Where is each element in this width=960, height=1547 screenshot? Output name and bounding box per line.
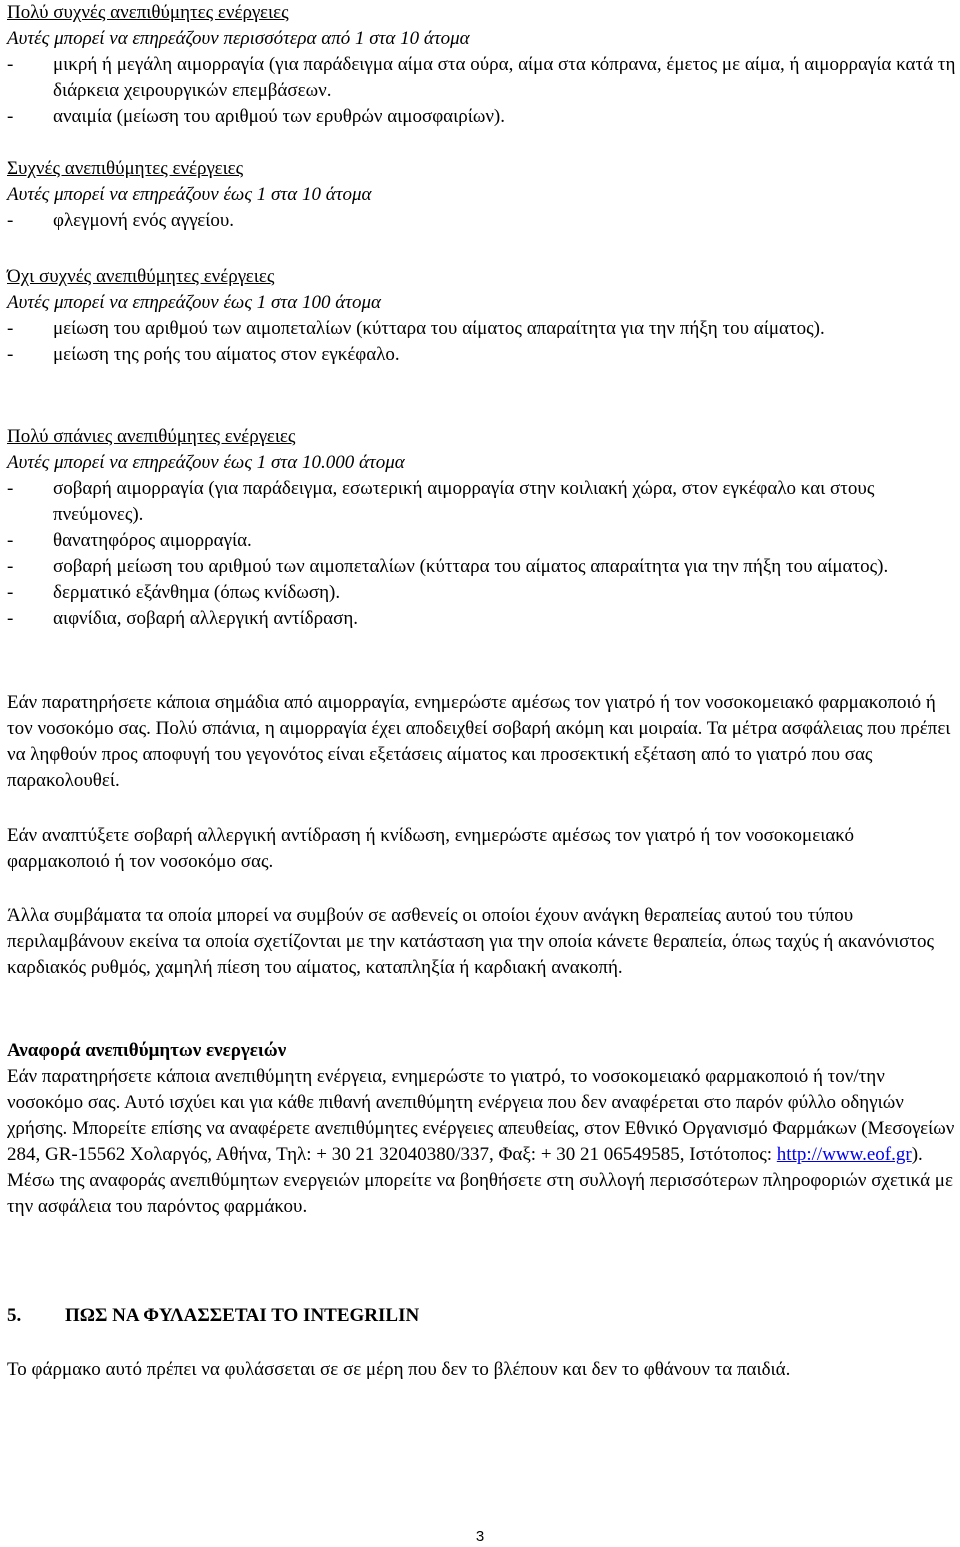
section-number: 5. [7,1305,22,1326]
very-common-frequency: Αυτές μπορεί να επηρεάζουν περισσότερα από 1 στα 10 άτομα [7,28,470,49]
uncommon-frequency: Αυτές μπορεί να επηρεάζουν έως 1 στα 100 άτομα [7,292,381,313]
list-dash: - [7,344,14,365]
reporting-text-before: Εάν παρατηρήσετε κάποια ανεπιθύμητη ενέργεια, ενημερώστε το γιατρό, το νοσοκομειακό φαρμακοποιό ή τον/την νοσοκόμο σας. Αυτό ισχύει και για κάθε πιθανή ανεπιθύμητη ενέργεια που δεν αναφέρεται στο παρόν φύλλο οδηγιών χρήσης. Μπορείτε επίσης να αναφέρετε ανεπιθύμητες ενέργειες απευθείας, στον Εθνικό Οργανισμό Φαρμάκων (Μεσογείων 284, GR-15562 Χολαργός, Αθήνα, Τηλ: + 30 21 32040380/337, Φαξ: + 30 21 06549585, Ιστότοπος: [7,1066,955,1165]
list-dash: - [7,582,14,603]
bleeding-signs-paragraph: Εάν παρατηρήσετε κάποια σημάδια από αιμορραγία, ενημερώστε αμέσως τον γιατρό ή τον νοσοκομειακό φαρμακοποιό ή τον νοσοκόμο σας. Πολύ σπάνια, η αιμορραγία έχει αποδειχθεί σοβαρή ακόμη και μοιραία. Τα μέτρα ασφάλειας που πρέπει να ληφθούν προς αποφυγή του γεγονότος είναι εξετάσεις αίματος και προσεκτική εξέταση από το γιατρό που σας παρακολουθεί. [7,692,951,791]
very-common-section [7,0,957,130]
list-item-text: αιφνίδια, σοβαρή αλλεργική αντίδραση. [53,608,359,629]
other-events-section [7,903,957,981]
section-title: ΠΩΣ ΝΑ ΦΥΛΑΣΣΕΤΑΙ ΤΟ INTEGRILIN [65,1305,420,1326]
list-item-text: μείωση του αριθμού των αιμοπεταλίων (κύτταρα του αίματος απαραίτητα για την πήξη του αίματος). [53,318,825,339]
list-item [7,528,957,554]
list-dash: - [7,530,14,551]
list-dash: - [7,318,14,339]
list-item-text: θανατηφόρος αιμορραγία. [53,530,252,551]
list-item [7,554,957,580]
list-item-text: αναιμία (μείωση του αριθμού των ερυθρών αιμοσφαιρίων). [53,106,506,127]
reporting-paragraph [7,1064,957,1220]
list-item [7,580,957,606]
list-item [7,316,957,342]
list-item [7,476,957,528]
list-dash: - [7,106,14,127]
very-rare-heading: Πολύ σπάνιες ανεπιθύμητες ενέργειες [7,426,296,447]
reporting-text-after: ). Μέσω της αναφοράς ανεπιθύμητων ενεργειών μπορείτε να βοηθήσετε στη συλλογή περισσότερων πληροφοριών σχετικά με την ασφάλεια του παρόντος φαρμάκου. [7,1144,953,1217]
list-item-text: σοβαρή αιμορραγία (για παράδειγμα, εσωτερική αιμορραγία στην κοιλιακή χώρα, στον εγκέφαλο και στους πνεύμονες). [53,478,875,525]
storage-text-section [7,1357,957,1383]
list-item [7,208,957,234]
very-common-heading: Πολύ συχνές ανεπιθύμητες ενέργειες [7,2,289,23]
list-item-text: δερματικό εξάνθημα (όπως κνίδωση). [53,582,341,603]
allergic-reaction-paragraph: Εάν αναπτύξετε σοβαρή αλλεργική αντίδραση ή κνίδωση, ενημερώστε αμέσως τον γιατρό ή τον νοσοκομειακό φαρμακοποιό ή τον νοσοκόμο σας. [7,825,854,872]
list-item [7,606,957,632]
uncommon-list [7,316,957,368]
common-heading: Συχνές ανεπιθύμητες ενέργειες [7,158,244,179]
storage-paragraph: Το φάρμακο αυτό πρέπει να φυλάσσεται σε σε μέρη που δεν το βλέπουν και δεν το φθάνουν τα παιδιά. [7,1359,791,1380]
bleeding-signs-section [7,690,957,794]
list-item [7,104,957,130]
list-item-text: φλεγμονή ενός αγγείου. [53,210,235,231]
very-rare-frequency: Αυτές μπορεί να επηρεάζουν έως 1 στα 10.000 άτομα [7,452,405,473]
list-item-text: μικρή ή μεγάλη αιμορραγία (για παράδειγμα αίμα στα ούρα, αίμα στα κόπρανα, έμετος με αίμα, ή αιμορραγία κατά τη διάρκεια χειρουργικών επεμβάσεων. [53,54,956,101]
very-common-list [7,52,957,130]
other-events-paragraph: Άλλα συμβάματα τα οποία μπορεί να συμβούν σε ασθενείς οι οποίοι έχουν ανάγκη θεραπείας αυτού του τύπου περιλαμβάνουν εκείνα τα οποία σχετίζονται με την κατάσταση για την οποία κάνετε θεραπεία, όπως ταχύς ή ακανόνιστος καρδιακός ρυθμός, χαμηλή πίεση του αίματος, καταπληξία ή καρδιακή ανακοπή. [7,905,935,978]
list-dash: - [7,54,14,75]
very-rare-list [7,476,957,632]
list-item [7,342,957,368]
list-item-text: μείωση της ροής του αίματος στον εγκέφαλο. [53,344,400,365]
list-item-text: σοβαρή μείωση του αριθμού των αιμοπεταλίων (κύτταρα του αίματος απαραίτητα για την πήξη του αίματος). [53,556,889,577]
uncommon-heading: Όχι συχνές ανεπιθύμητες ενέργειες [7,266,275,287]
eof-website-link[interactable]: http://www.eof.gr [776,1144,912,1165]
very-rare-section [7,424,957,632]
list-dash: - [7,608,14,629]
common-section [7,156,957,234]
page-number: 3 [475,1528,485,1545]
uncommon-section [7,264,957,368]
list-item [7,52,957,104]
storage-section [7,1303,957,1329]
common-list [7,208,957,234]
reporting-heading: Αναφορά ανεπιθύμητων ενεργειών [7,1040,287,1061]
list-dash: - [7,478,14,499]
list-dash: - [7,210,14,231]
common-frequency: Αυτές μπορεί να επηρεάζουν έως 1 στα 10 άτομα [7,184,372,205]
reporting-section [7,1038,957,1220]
storage-heading [7,1303,957,1329]
allergic-reaction-section [7,823,957,875]
list-dash: - [7,556,14,577]
